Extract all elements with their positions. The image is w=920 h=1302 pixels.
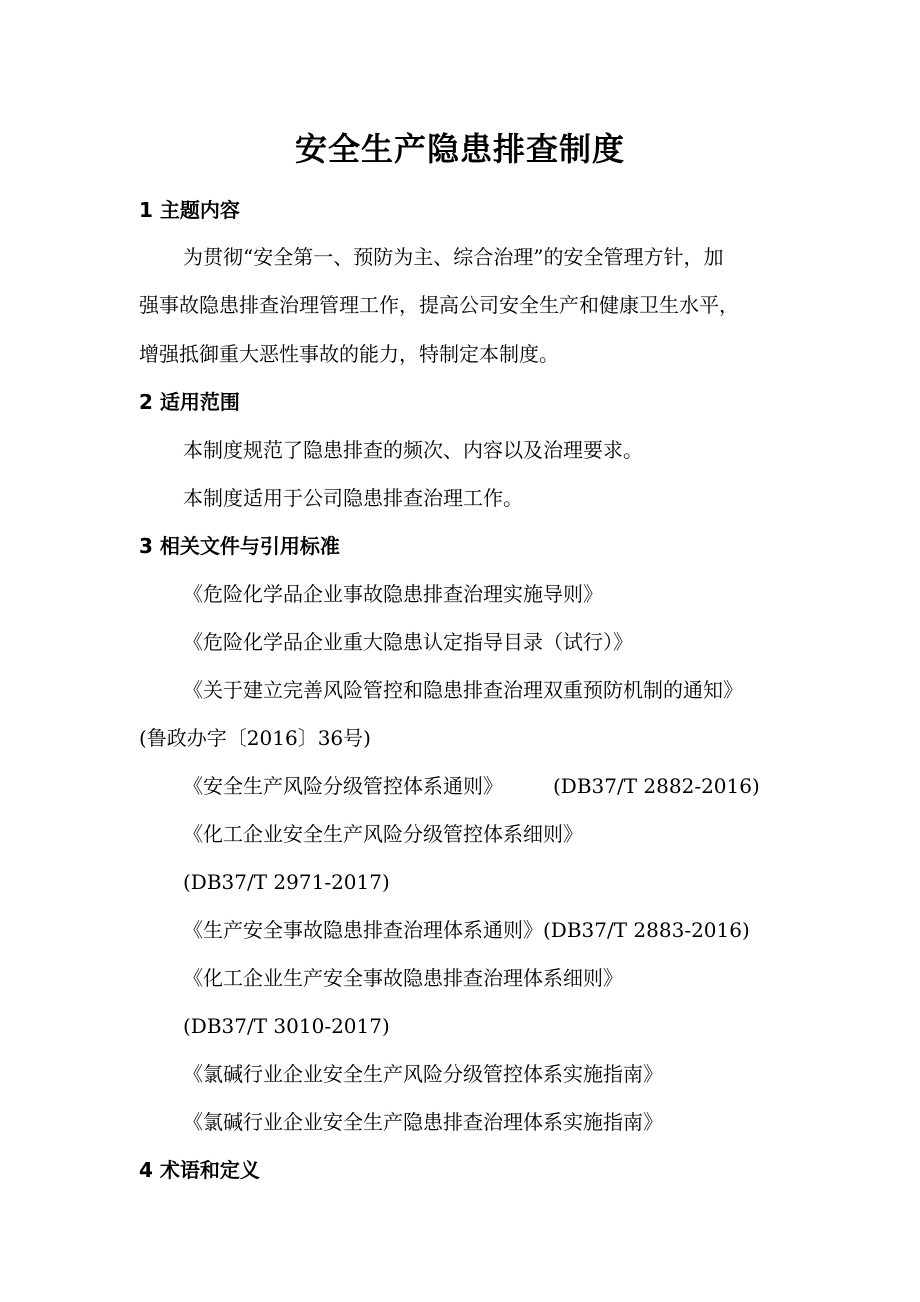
paragraph-line: 增强抵御重大恶性事故的能力，特制定本制度。 (139, 342, 559, 366)
reference-item: 《危险化学品企业事故隐患排查治理实施导则》 (183, 582, 603, 606)
reference-item: 《化工企业生产安全事故隐患排查治理体系细则》 (183, 966, 623, 990)
reference-item: 《危险化学品企业重大隐患认定指导目录（试行）》 (183, 630, 633, 654)
document-title: 安全生产隐患排查制度 (294, 130, 625, 168)
reference-item: 《关于建立完善风险管控和隐患排查治理双重预防机制的通知》 (183, 678, 743, 702)
section-heading-4: 4 术语和定义 (139, 1158, 260, 1182)
section-heading-3: 3 相关文件与引用标准 (139, 534, 340, 558)
paragraph-line: 为贯彻“安全第一、预防为主、综合治理”的安全管理方针，加 (183, 245, 724, 269)
section-heading-2: 2 适用范围 (139, 390, 240, 414)
reference-code: (DB37/T 2882-2016) (553, 774, 760, 798)
reference-item: (DB37/T 2971-2017) (183, 870, 390, 894)
reference-item: (鲁政办字〔2016〕36号) (139, 726, 371, 750)
reference-item: (DB37/T 3010-2017) (183, 1014, 390, 1038)
reference-item: 《氯碱行业企业安全生产隐患排查治理体系实施指南》 (183, 1110, 663, 1134)
reference-item (183, 771, 760, 801)
reference-title: 《安全生产风险分级管控体系通则》 (183, 774, 503, 798)
section-heading-1: 1 主题内容 (139, 198, 240, 222)
paragraph-line: 本制度规范了隐患排查的频次、内容以及治理要求。 (183, 438, 643, 462)
reference-item: 《氯碱行业企业安全生产风险分级管控体系实施指南》 (183, 1062, 663, 1086)
paragraph-line: 本制度适用于公司隐患排查治理工作。 (183, 486, 523, 510)
reference-item: 《化工企业安全生产风险分级管控体系细则》 (183, 822, 583, 846)
paragraph-line: 强事故隐患排查治理管理工作，提高公司安全生产和健康卫生水平， (139, 293, 739, 317)
reference-item: 《生产安全事故隐患排查治理体系通则》(DB37/T 2883-2016) (183, 918, 750, 942)
